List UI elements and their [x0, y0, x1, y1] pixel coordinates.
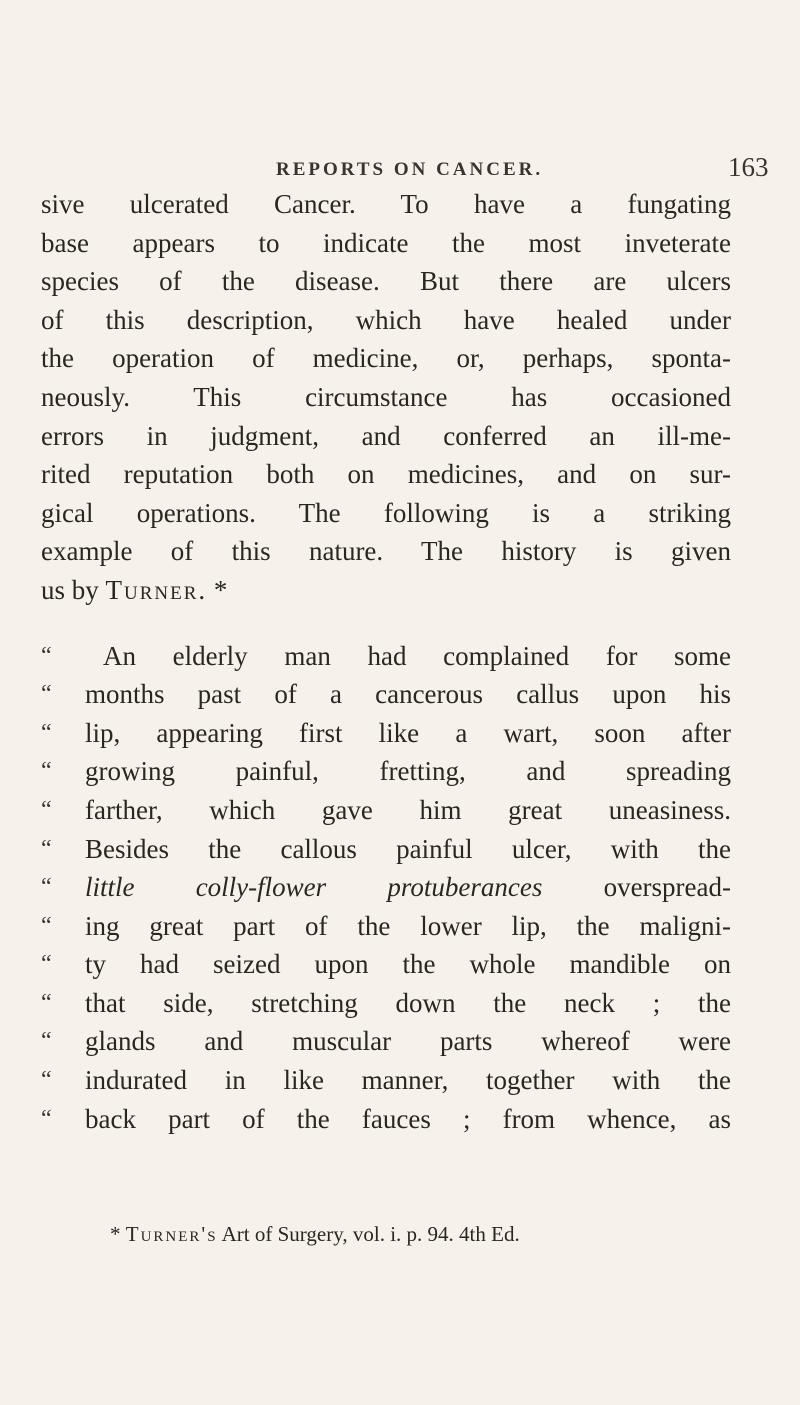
quote-line [41, 637, 731, 676]
text-line: base appears to indicate the most inveterate [41, 227, 731, 258]
quote-text: An elderly man had complained for some [103, 640, 731, 671]
quote-mark: “ [41, 758, 52, 785]
quote-text: Besides the callous painful ulcer, with the [85, 833, 731, 864]
text-fragment: overspread- [542, 872, 732, 903]
quote-mark: “ [41, 1067, 52, 1094]
quote-mark: “ [41, 874, 52, 901]
quote-line [41, 675, 731, 714]
quote-line [41, 984, 731, 1023]
quote-line [41, 907, 731, 946]
text-line: of this description, which have healed under [41, 304, 731, 335]
page-number: 163 [728, 152, 769, 182]
quote-text: growing painful, fretting, and spreading [85, 756, 731, 787]
quote-text: glands and muscular parts whereof were [85, 1026, 731, 1057]
quote-text: that side, stretching down the neck ; the [85, 987, 731, 1018]
quote-line [41, 791, 731, 830]
text-line: rited reputation both on medicines, and on sur- [41, 459, 731, 490]
quote-mark: “ [41, 951, 52, 978]
footnote-marker: * [110, 1222, 121, 1246]
text-line: the operation of medicine, or, perhaps, sponta- [41, 343, 731, 374]
footnote [110, 1222, 710, 1247]
quote-line [41, 1100, 731, 1139]
quote-line [41, 945, 731, 984]
running-head: REPORTS ON CANCER. [276, 159, 544, 180]
footnote-author: Turner's [125, 1222, 218, 1246]
quote-mark: “ [41, 1028, 52, 1055]
quote-text: ing great part of the lower lip, the maligni- [85, 910, 731, 941]
quote-mark: “ [41, 719, 52, 746]
quote-line [41, 752, 731, 791]
text-line: example of this nature. The history is given [41, 536, 731, 567]
text-fragment: us by [41, 574, 106, 605]
quote-mark: “ [41, 681, 52, 708]
italic-phrase: little colly-flower protuberances [85, 872, 543, 903]
quote-mark: “ [41, 835, 52, 862]
quote-mark: “ [41, 642, 52, 669]
quote-mark: “ [41, 989, 52, 1016]
author-name: Turner. [105, 574, 208, 605]
quote-text: lip, appearing first like a wart, soon after [85, 717, 731, 748]
quote-text: back part of the fauces ; from whence, as [85, 1103, 731, 1134]
quote-mark: “ [41, 1105, 52, 1132]
body-text [41, 185, 731, 1138]
quote-text: ty had seized upon the whole mandible on [85, 949, 731, 980]
quote-line [41, 1022, 731, 1061]
text-line: species of the disease. But there are ulcers [41, 266, 731, 297]
quote-line [41, 714, 731, 753]
text-line: neously. This circumstance has occasioned [41, 381, 731, 412]
quote-text: months past of a cancerous callus upon his [85, 679, 731, 710]
quote-text: farther, which gave him great uneasiness. [85, 794, 731, 825]
text-line-last [41, 571, 731, 610]
text-line: gical operations. The following is a striking [41, 497, 731, 528]
quote-text [85, 868, 731, 907]
quote-line [41, 1061, 731, 1100]
quote-mark: “ [41, 912, 52, 939]
footnote-marker: * [207, 574, 228, 605]
quote-mark: “ [41, 796, 52, 823]
quote-text: indurated in like manner, together with the [85, 1065, 731, 1096]
quote-line [41, 868, 731, 907]
text-line: sive ulcerated Cancer. To have a fungating [41, 189, 731, 219]
text-line: errors in judgment, and conferred an ill-me- [41, 420, 731, 451]
footnote-text: Art of Surgery, vol. i. p. 94. 4th Ed. [217, 1222, 520, 1246]
quote-line [41, 830, 731, 869]
